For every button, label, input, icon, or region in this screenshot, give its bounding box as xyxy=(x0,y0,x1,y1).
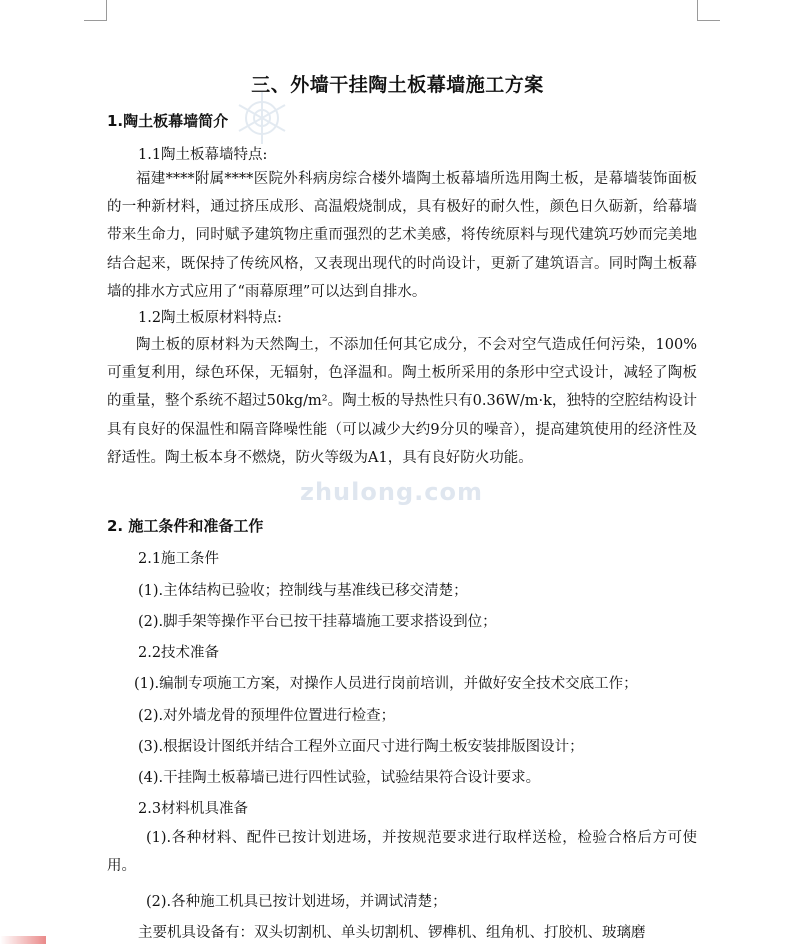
list-item: (2).脚手架等操作平台已按干挂幕墙施工要求搭设到位； xyxy=(138,614,497,630)
section-1-1-heading: 1.1陶土板幕墙特点: xyxy=(138,147,268,163)
section-1-2-heading: 1.2陶土板原材料特点: xyxy=(138,310,282,326)
section-2-heading: 2. 施工条件和准备工作 xyxy=(107,517,264,535)
section-2-1-heading: 2.1施工条件 xyxy=(138,551,220,567)
section-1-1-paragraph: 福建****附属****医院外科病房综合楼外墙陶土板幕墙所选用陶土板，是幕墙装饰面板的一种新材料，通过挤压成形、高温煅烧制成，具有极好的耐久性，颜色日久砺新，给幕墙带来生命力，同时赋予建筑物庄重而强烈的艺术美感，将传统原料与现代建筑巧妙而完美地结合起来，既保持了传统风格，又表现出现代的时尚设计，更新了建筑语言。同时陶土板幕墙的排水方式应用了“雨幕原理”可以达到自排水。 xyxy=(107,171,697,300)
section-2-2-heading: 2.2技术准备 xyxy=(138,645,220,661)
list-item: (3).根据设计图纸并结合工程外立面尺寸进行陶土板安装排版图设计； xyxy=(138,739,584,755)
section-2-3-item-1: (1).各种材料、配件已按计划进场，并按规范要求进行取样送检，检验合格后方可使用。 xyxy=(107,830,697,875)
list-item: (1).编制专项施工方案，对操作人员进行岗前培训，并做好安全技术交底工作； xyxy=(134,676,638,692)
document-title: 三、外墙干挂陶土板幕墙施工方案 xyxy=(251,74,544,96)
section-1-heading: 1.陶土板幕墙简介 xyxy=(107,112,229,130)
list-item: (1).主体结构已验收；控制线与基准线已移交清楚； xyxy=(138,583,468,599)
list-item: 主要机具设备有：双头切割机、单头切割机、锣榫机、组角机、打胶机、玻璃磨 xyxy=(138,925,646,941)
snowflake-watermark-icon xyxy=(232,88,292,148)
watermark-text: zhulong.com xyxy=(300,478,483,506)
section-1-2-paragraph: 陶土板的原材料为天然陶土，不添加任何其它成分，不会对空气造成任何污染，100%可重复利用，绿色环保，无辐射，色泽温和。陶土板所采用的条形中空式设计，减轻了陶板的重量，整个系统不超过50kg/m²。陶土板的导热性只有0.36W/m·k，独特的空腔结构设计具有良好的保温性和隔音降噪性能（可以减少大约9分贝的噪音），提高建筑使用的经济性及舒适性。陶土板本身不燃烧，防火等级为A1，具有良好防火功能。 xyxy=(107,337,697,466)
list-item: (2).对外墙龙骨的预埋件位置进行检查； xyxy=(138,708,396,724)
page-corner-mark-left xyxy=(84,0,107,21)
page-edge-mark xyxy=(0,936,46,944)
section-2-3-heading: 2.3材料机具准备 xyxy=(138,801,249,817)
list-item: (4).干挂陶土板幕墙已进行四性试验，试验结果符合设计要求。 xyxy=(138,770,541,786)
page-corner-mark-right xyxy=(697,0,720,21)
list-item: (2).各种施工机具已按计划进场，并调试清楚； xyxy=(146,894,447,910)
